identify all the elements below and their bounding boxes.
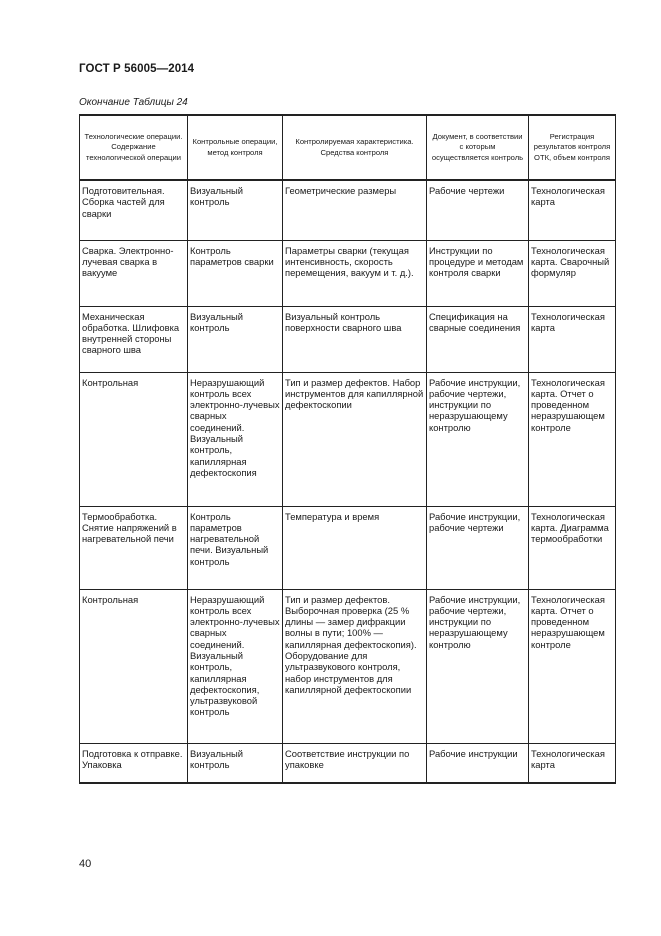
table-cell: Соответствие инструкции по упаковке bbox=[283, 743, 427, 783]
table-cell: Контроль параметров нагревательной печи. Визуальный контроль bbox=[188, 506, 283, 589]
document-standard-title: ГОСТ Р 56005—2014 bbox=[79, 63, 195, 75]
table-cell: Контроль параметров сварки bbox=[188, 240, 283, 306]
table-cell: Неразрушающий контроль всех электронно-лучевых сварных соединений. Визуальный контроль, капиллярная дефектоскопия bbox=[188, 372, 283, 506]
table-cell: Инструкции по процедуре и методам контроля сварки bbox=[427, 240, 529, 306]
table-cell: Сварка. Электронно-лучевая сварка в вакууме bbox=[80, 240, 188, 306]
table-cell: Визуальный контроль bbox=[188, 180, 283, 240]
table-cell: Технологическая карта bbox=[529, 180, 616, 240]
table-cell: Рабочие инструкции bbox=[427, 743, 529, 783]
header-cell: Контрольные операции, метод контроля bbox=[188, 115, 283, 180]
table-cell: Геометрические размеры bbox=[283, 180, 427, 240]
table-caption: Окончание Таблицы 24 bbox=[79, 97, 188, 108]
table-cell: Контрольная bbox=[80, 589, 188, 743]
table-cell: Технологическая карта bbox=[529, 743, 616, 783]
table-cell: Температура и время bbox=[283, 506, 427, 589]
table-cell: Рабочие чертежи bbox=[427, 180, 529, 240]
table-cell: Технологическая карта. Отчет о проведенном неразрушающем контроле bbox=[529, 589, 616, 743]
table-cell: Технологическая карта. Отчет о проведенном неразрушающем контроле bbox=[529, 372, 616, 506]
table-cell: Визуальный контроль bbox=[188, 743, 283, 783]
table-row bbox=[80, 506, 616, 589]
table-row bbox=[80, 240, 616, 306]
table-cell: Технологическая карта. Сварочный формуляр bbox=[529, 240, 616, 306]
table-row bbox=[80, 372, 616, 506]
table-cell: Визуальный контроль поверхности сварного шва bbox=[283, 306, 427, 372]
table-cell: Термообработка. Снятие напряжений в нагревательной печи bbox=[80, 506, 188, 589]
table-cell: Рабочие инструкции, рабочие чертежи, инструкции по неразрушающему контролю bbox=[427, 589, 529, 743]
table-cell: Тип и размер дефектов. Набор инструментов для капиллярной дефектоскопии bbox=[283, 372, 427, 506]
table-header-row bbox=[80, 115, 616, 180]
header-cell: Регистрация результатов контроля ОТК, объем контроля bbox=[529, 115, 616, 180]
table-cell: Подготовительная. Сборка частей для сварки bbox=[80, 180, 188, 240]
table-row bbox=[80, 180, 616, 240]
page-number: 40 bbox=[79, 858, 92, 870]
header-cell: Документ, в соответствии с которым осуществляется контроль bbox=[427, 115, 529, 180]
table-cell: Тип и размер дефектов. Выборочная проверка (25 % длины — замер дифракции волны в пути; 100% — капиллярная дефектоскопия). Оборудование для ультразвукового контроля, набор инструментов для капиллярной дефектоскопии bbox=[283, 589, 427, 743]
table-cell: Технологическая карта bbox=[529, 306, 616, 372]
table-cell: Рабочие инструкции, рабочие чертежи, инструкции по неразрушающему контролю bbox=[427, 372, 529, 506]
table-row bbox=[80, 589, 616, 743]
header-cell: Контролируемая характеристика. Средства контроля bbox=[283, 115, 427, 180]
table-cell: Параметры сварки (текущая интенсивность, скорость перемещения, вакуум и т. д.). bbox=[283, 240, 427, 306]
table-row bbox=[80, 743, 616, 783]
table-cell: Визуальный контроль bbox=[188, 306, 283, 372]
table-cell: Контрольная bbox=[80, 372, 188, 506]
inspection-table bbox=[79, 114, 616, 784]
table-row bbox=[80, 306, 616, 372]
table-cell: Рабочие инструкции, рабочие чертежи bbox=[427, 506, 529, 589]
table-cell: Спецификация на сварные соединения bbox=[427, 306, 529, 372]
table-cell: Технологическая карта. Диаграмма термообработки bbox=[529, 506, 616, 589]
table-cell: Механическая обработка. Шлифовка внутренней стороны сварного шва bbox=[80, 306, 188, 372]
table-cell: Неразрушающий контроль всех электронно-лучевых сварных соединений. Визуальный контроль, капиллярная дефектоскопия, ультразвуковой контроль bbox=[188, 589, 283, 743]
header-cell: Технологические операции. Содержание технологической операции bbox=[80, 115, 188, 180]
table-cell: Подготовка к отправке. Упаковка bbox=[80, 743, 188, 783]
